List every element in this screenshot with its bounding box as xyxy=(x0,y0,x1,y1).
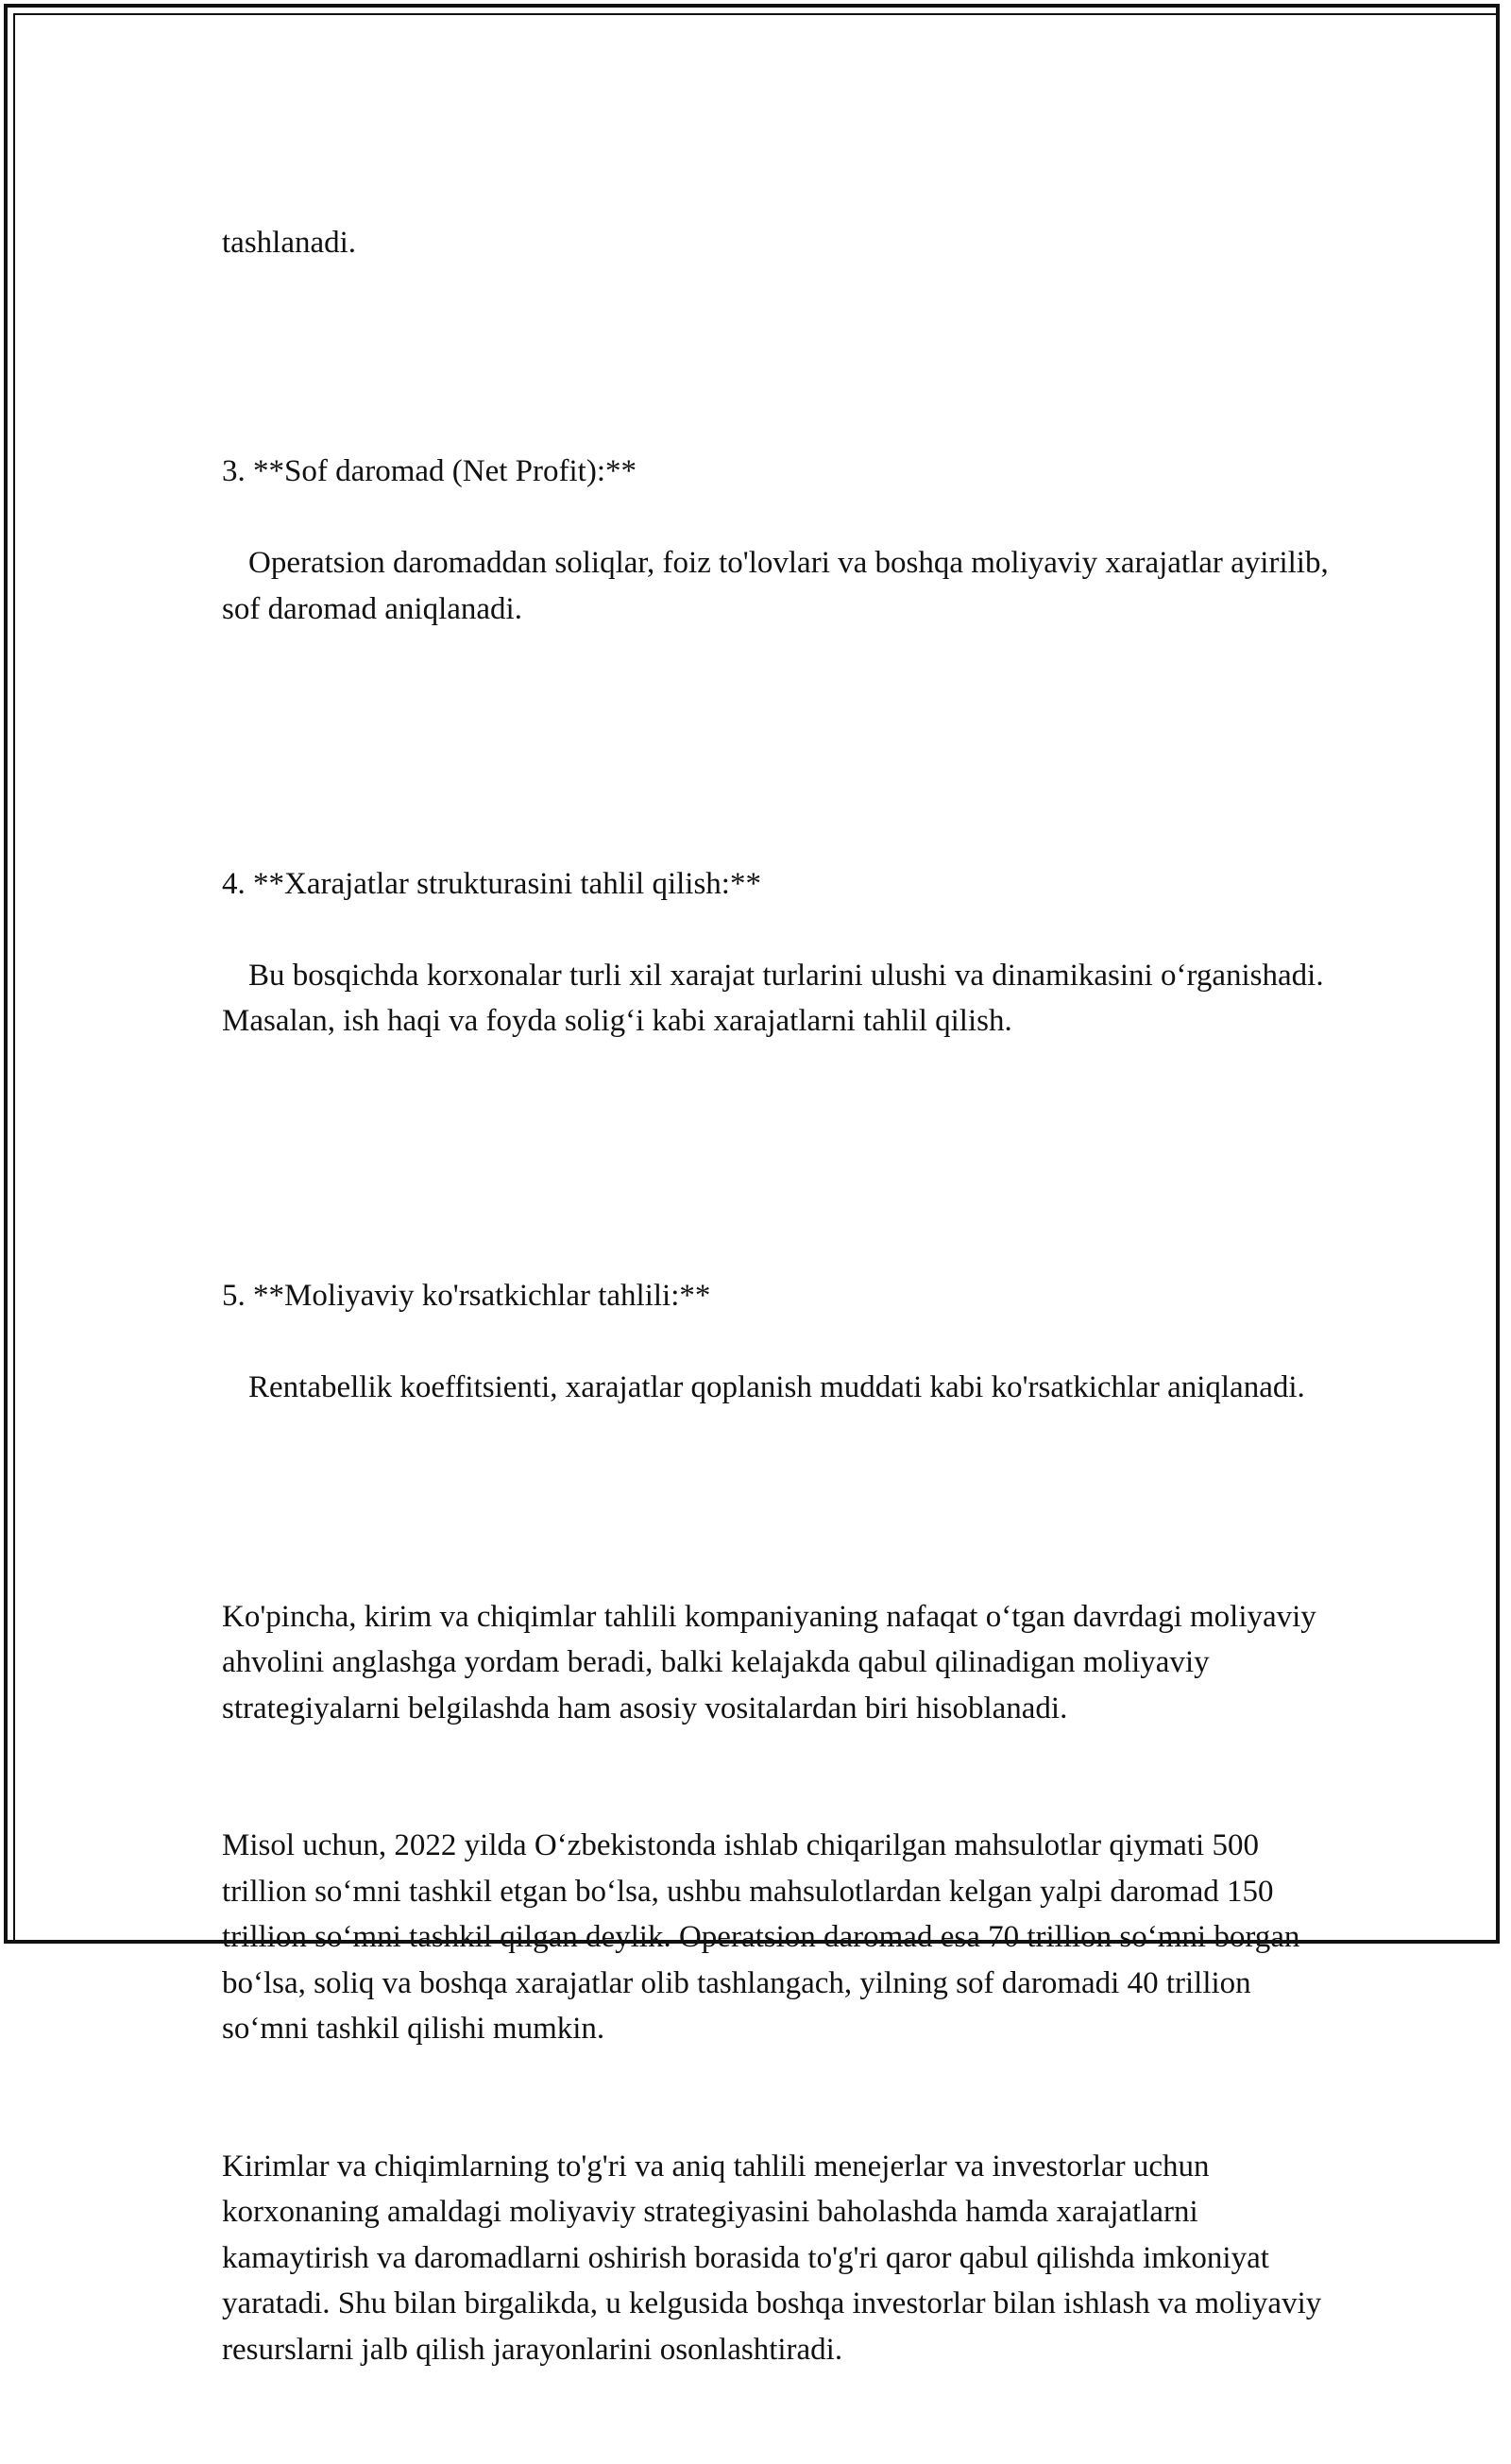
paragraph-example-2022: Misol uchun, 2022 yilda O‘zbekistonda ishlab chiqarilgan mahsulotlar qiymati 500 trillion so‘mni tashkil etgan bo‘lsa, ushbu mahsulotlardan kelgan yalpi daromad 150 trillion so‘mni tashkil qilgan deylik. Operatsion daromad esa 70 trillion so‘mni borgan bo‘lsa, soliq va boshqa xarajatlar olib tashlangach, yilning sof daromadi 40 trillion so‘mni tashkil qilishi mumkin. xyxy=(222,1828,1300,2046)
list-item-body: Bu bosqichda korxonalar turli xil xarajat turlarini ulushi va dinamikasini o‘rganishadi. Masalan, ish haqi va foyda solig‘i kabi xarajatlarni tahlil qilish. xyxy=(222,958,1324,1038)
list-item-net-profit xyxy=(222,403,1336,678)
list-item-heading: 4. **Xarajatlar strukturasini tahlil qilish:** xyxy=(222,866,761,901)
document-body xyxy=(222,174,1336,2464)
paragraph-conclusion: Kirimlar va chiqimlarning to'g'ri va aniq tahlili menejerlar va investorlar uchun korxonaning amaldagi moliyaviy strategiyasini baholashda hamda xarajatlarni kamaytirish va daromadlarni oshirish borasida to'g'ri qaror qabul qilishda imkoniyat yaratadi. Shu bilan birgalikda, u kelgusida boshqa investorlar bilan ishlash va moliyaviy resurslarni jalb qilish jarayonlarini osonlashtiradi. xyxy=(222,2149,1322,2367)
list-item-body: Rentabellik koeffitsienti, xarajatlar qoplanish muddati kabi ko'rsatkichlar aniqlanadi. xyxy=(248,1370,1305,1404)
list-item-heading: 5. **Moliyaviy ko'rsatkichlar tahlili:** xyxy=(222,1279,711,1313)
list-item-financial-indicators xyxy=(222,1228,1336,1457)
list-item-cost-structure xyxy=(222,815,1336,1090)
list-item-heading: 3. **Sof daromad (Net Profit):** xyxy=(222,454,637,488)
paragraph-analysis-importance: Ko'pincha, kirim va chiqimlar tahlili kompaniyaning nafaqat o‘tgan davrdagi moliyaviy ahvolini anglashga yordam beradi, balki kelajakda qabul qilinadigan moliyaviy strategiyalarni belgilashda ham asosiy vositalardan biri hisoblanadi. xyxy=(222,1599,1316,1725)
continuation-text: tashlanadi. xyxy=(222,225,357,260)
list-item-body: Operatsion daromaddan soliqlar, foiz to'lovlari va boshqa moliyaviy xarajatlar ayirilib, sof daromad aniqlanadi. xyxy=(222,546,1329,626)
